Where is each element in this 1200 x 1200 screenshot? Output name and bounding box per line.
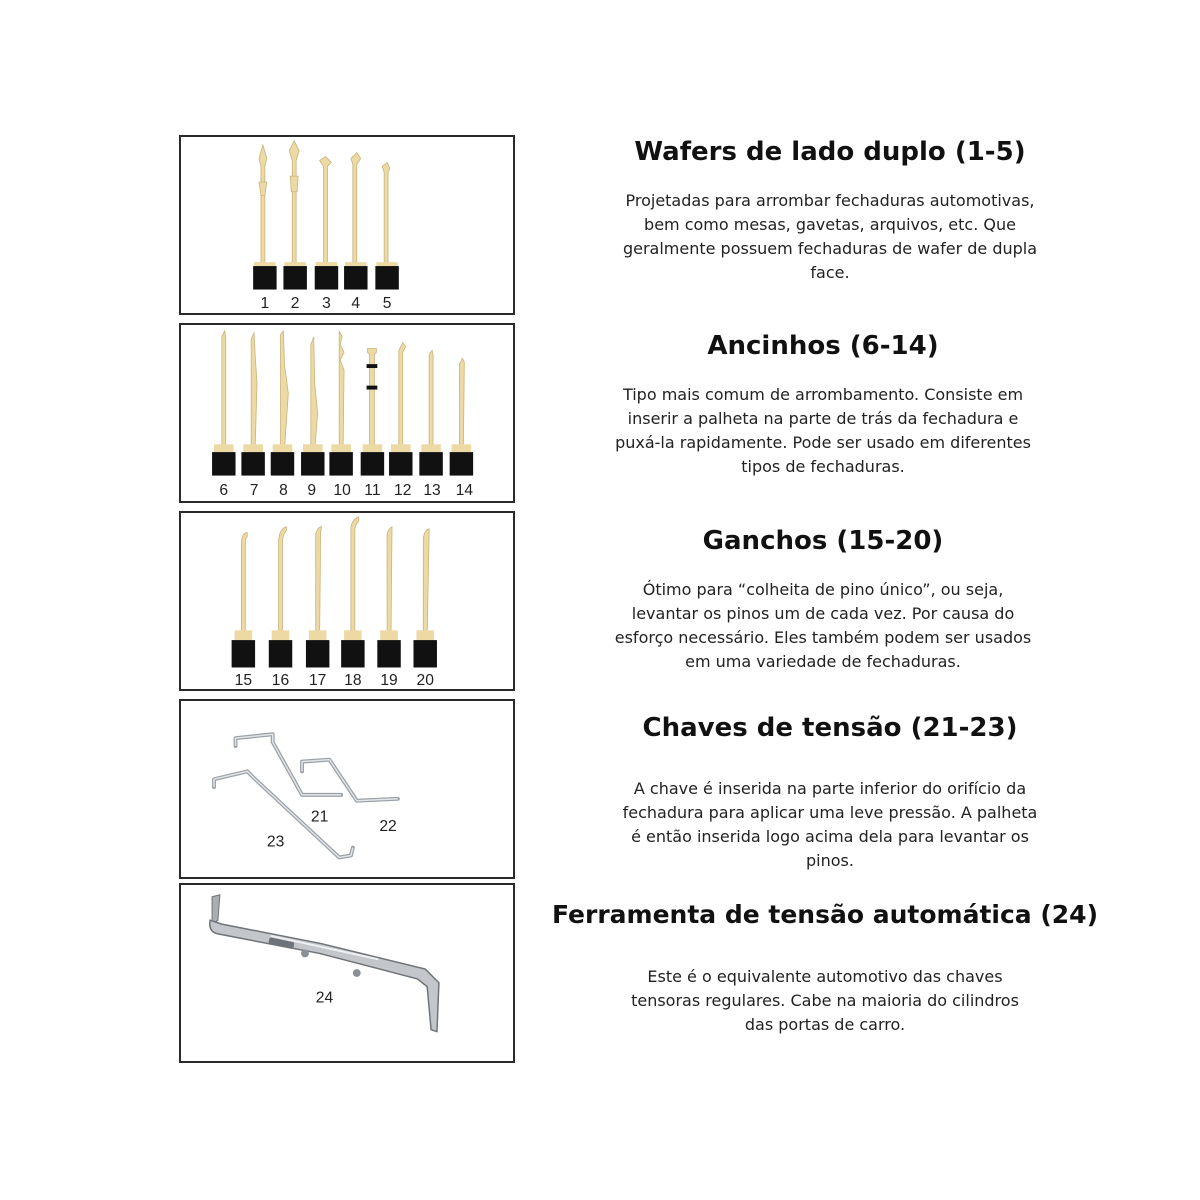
- pick-number: 11: [364, 482, 381, 500]
- section-rakes: [593, 331, 1053, 479]
- wafer-picks-image: [179, 135, 515, 315]
- pick-number: 3: [322, 295, 331, 313]
- section-title: Wafers de lado duplo (1-5): [634, 137, 1026, 167]
- section-tension-wrenches: [590, 713, 1070, 873]
- section-wafers: [600, 137, 1060, 285]
- wrench-number: 22: [379, 818, 397, 836]
- section-description: Tipo mais comum de arrombamento. Consiste em inserir a palheta na parte de trás da fechadura e puxá-la rapidamente. Pode ser usado em diferentes tipos de fechaduras.: [615, 385, 1031, 476]
- pick-number: 2: [290, 295, 300, 313]
- pick-16: [279, 527, 287, 638]
- pick-number: 7: [249, 482, 259, 500]
- hook-picks-image: [179, 511, 515, 691]
- pick-number: 4: [351, 295, 361, 313]
- pick-3: [315, 157, 338, 290]
- section-title: Ferramenta de tensão automática (24): [551, 900, 1099, 929]
- pick-number: 18: [344, 672, 362, 689]
- pick-8: [281, 331, 289, 450]
- pick-number: 19: [380, 672, 398, 689]
- pick-number: 17: [308, 672, 327, 689]
- pick-number: 1: [260, 295, 270, 313]
- pick-12: [399, 343, 406, 451]
- pick-number: 6: [219, 482, 229, 500]
- wrench-number: 23: [266, 833, 285, 851]
- section-automatic-tension-tool: [540, 900, 1110, 1037]
- section-description: Este é o equivalente automotivo das chaves tensoras regulares. Cabe na maioria do cilindros das portas de carro.: [631, 967, 1019, 1034]
- rake-picks-image: [179, 323, 515, 503]
- tension-tool-24: [210, 895, 439, 1032]
- pick-number: 12: [394, 482, 412, 500]
- pick-11: [368, 348, 377, 450]
- pick-number: 13: [423, 482, 441, 500]
- pick-13: [429, 350, 433, 450]
- section-title: Ancinhos (6-14): [707, 331, 939, 361]
- pick-19: [387, 527, 392, 638]
- section-description: Ótimo para “colheita de pino único”, ou seja, levantar os pinos um de cada vez. Por causa do esforço necessário. Eles também podem ser usados em uma variedade de fechaduras.: [614, 580, 1032, 671]
- wrench-number: 21: [310, 808, 329, 826]
- pick-14: [459, 358, 464, 450]
- pick-6: [222, 331, 226, 450]
- pick-5: [375, 162, 398, 289]
- automatic-tension-tool-image: [179, 883, 515, 1063]
- pick-15: [241, 533, 247, 639]
- tension-wrenches-image: [179, 699, 515, 879]
- pick-number: 15: [234, 672, 253, 689]
- pick-number: 16: [271, 672, 290, 689]
- pick-number: 14: [455, 482, 474, 500]
- pick-number: 10: [333, 482, 351, 500]
- tool-number: 24: [315, 989, 334, 1007]
- pick-20: [423, 529, 429, 639]
- section-title: Ganchos (15-20): [702, 526, 944, 556]
- pick-10: [339, 331, 344, 450]
- section-description: A chave é inserida na parte inferior do orifício da fechadura para aplicar uma leve pressão. A palheta é então inserida logo acima dela para levantar os pinos.: [622, 779, 1038, 870]
- pick-2: [283, 141, 306, 290]
- wrench-21: [236, 734, 342, 795]
- pick-7: [251, 333, 257, 450]
- pick-17: [316, 527, 322, 638]
- section-hooks: [593, 526, 1053, 674]
- pick-18: [351, 517, 359, 638]
- section-description: Projetadas para arrombar fechaduras automotivas, bem como mesas, gavetas, arquivos, etc. Que geralmente possuem fechaduras de wafer de dupla face.: [622, 191, 1038, 282]
- pick-9: [311, 337, 318, 450]
- section-title: Chaves de tensão (21-23): [642, 713, 1018, 743]
- pick-number: 20: [416, 672, 434, 689]
- pick-4: [344, 153, 367, 290]
- pick-number: 5: [382, 295, 392, 313]
- pick-number: 9: [307, 482, 317, 500]
- pick-number: 8: [279, 482, 288, 500]
- pick-1: [253, 145, 276, 290]
